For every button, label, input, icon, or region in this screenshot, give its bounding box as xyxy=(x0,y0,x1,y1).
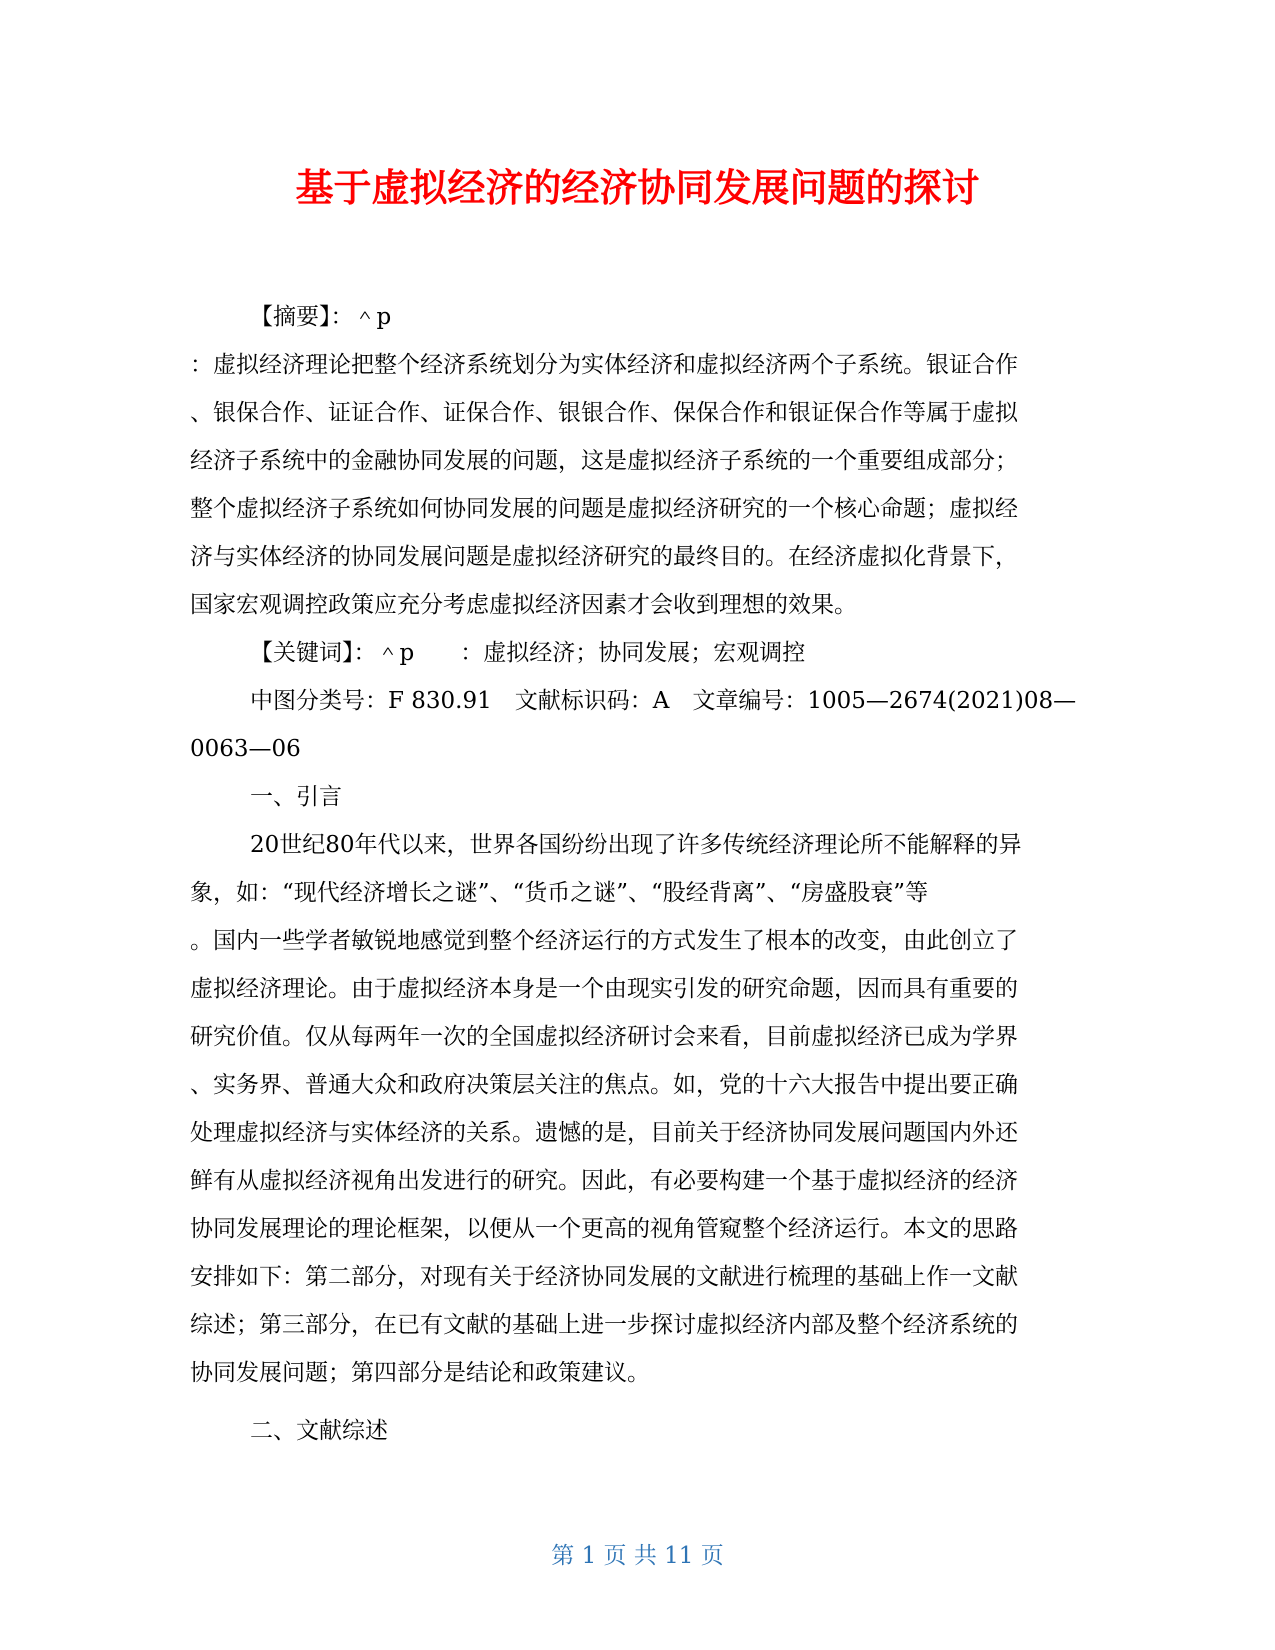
paragraph-line: 安排如下：第二部分，对现有关于经济协同发展的文献进行梳理的基础上作一文献 xyxy=(190,1264,1018,1290)
keywords-line: 【关键词】：＾p ：虚拟经济；协同发展；宏观调控 xyxy=(250,640,806,666)
document-body xyxy=(190,293,1090,1455)
paragraph-line: 国家宏观调控政策应充分考虑虚拟经济因素才会收到理想的效果。 xyxy=(190,592,857,618)
abstract-label-line: 【摘要】：＾p xyxy=(250,304,392,330)
paragraph-line: 、银保合作、证证合作、证保合作、银银合作、保保合作和银证保合作等属于虚拟 xyxy=(190,400,1018,426)
paragraph-line: 协同发展理论的理论框架，以便从一个更高的视角管窥整个经济运行。本文的思路 xyxy=(190,1216,1018,1242)
paragraph-line: ：虚拟经济理论把整个经济系统划分为实体经济和虚拟经济两个子系统。银证合作 xyxy=(190,352,1018,378)
paragraph-line: 鲜有从虚拟经济视角出发进行的研究。因此，有必要构建一个基于虚拟经济的经济 xyxy=(190,1168,1018,1194)
paragraph-line: 、实务界、普通大众和政府决策层关注的焦点。如，党的十六大报告中提出要正确 xyxy=(190,1072,1018,1098)
paragraph-line: 整个虚拟经济子系统如何协同发展的问题是虚拟经济研究的一个核心命题；虚拟经 xyxy=(190,496,1018,522)
paragraph-line: 虚拟经济理论。由于虚拟经济本身是一个由现实引发的研究命题，因而具有重要的 xyxy=(190,976,1018,1002)
classification-line-cont: 0063—06 xyxy=(190,736,301,762)
document-title: 基于虚拟经济的经济协同发展问题的探讨 xyxy=(295,166,980,210)
paragraph-line: 经济子系统中的金融协同发展的问题，这是虚拟经济子系统的一个重要组成部分； xyxy=(190,448,1018,474)
section-heading-review: 二、文献综述 xyxy=(250,1418,388,1444)
paragraph-line: 济与实体经济的协同发展问题是虚拟经济研究的最终目的。在经济虚拟化背景下， xyxy=(190,544,1018,570)
paragraph-line: 处理虚拟经济与实体经济的关系。遗憾的是，目前关于经济协同发展问题国内外还 xyxy=(190,1120,1018,1146)
paragraph-line: 20世纪80年代以来，世界各国纷纷出现了许多传统经济理论所不能解释的异 xyxy=(250,832,1022,858)
page-number-footer: 第 1 页 共 11 页 xyxy=(551,1543,724,1569)
section-heading-intro: 一、引言 xyxy=(250,784,342,810)
paragraph-line: 研究价值。仅从每两年一次的全国虚拟经济研讨会来看，目前虚拟经济已成为学界 xyxy=(190,1024,1018,1050)
paragraph-line: 综述；第三部分，在已有文献的基础上进一步探讨虚拟经济内部及整个经济系统的 xyxy=(190,1312,1018,1338)
paragraph-line: 。国内一些学者敏锐地感觉到整个经济运行的方式发生了根本的改变，由此创立了 xyxy=(190,928,1018,954)
classification-line: 中图分类号：F 830.91 文献标识码：A 文章编号：1005—2674(2021)08— xyxy=(250,688,1077,714)
paragraph-line: 协同发展问题；第四部分是结论和政策建议。 xyxy=(190,1360,650,1386)
paragraph-line: 象，如：“现代经济增长之谜”、“货币之谜”、“股经背离”、“房盛股衰”等 xyxy=(190,880,929,906)
